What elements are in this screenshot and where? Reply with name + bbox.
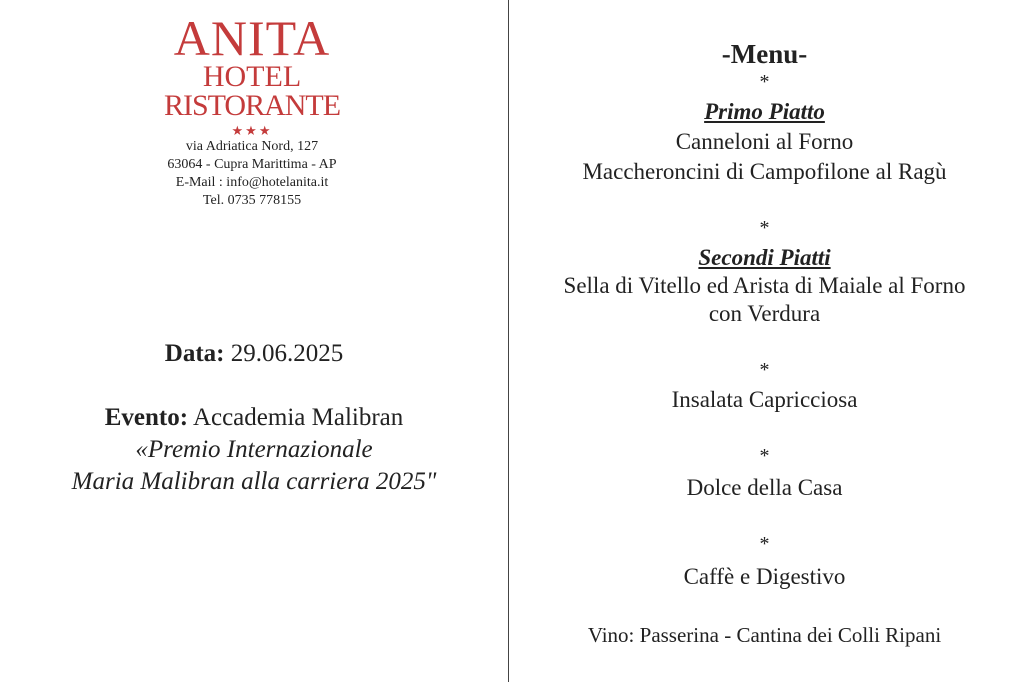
- separator-star: *: [759, 533, 770, 555]
- primo-item: Canneloni al Forno: [675, 129, 854, 154]
- left-panel: [0, 0, 508, 682]
- logo-stars: ★★★: [231, 123, 273, 138]
- hotel-logo: [160, 10, 344, 138]
- email-line: E-Mail : info@hotelanita.it: [175, 175, 329, 190]
- address-line: via Adriatica Nord, 127: [185, 139, 319, 154]
- separator-star: *: [759, 71, 770, 93]
- logo-name: ANITA: [173, 10, 331, 66]
- city-line: 63064 - Cupra Marittima - AP: [167, 157, 337, 172]
- logo-hotel: HOTEL: [202, 60, 302, 93]
- award-line-1: «Premio Internazionale: [135, 436, 373, 463]
- menu-title: -Menu-: [721, 39, 808, 69]
- event-label: Evento:: [104, 404, 189, 431]
- event-value: Accademia Malibran: [192, 404, 404, 431]
- primo-item: Maccheroncini di Campofilone al Ragù: [582, 159, 947, 184]
- secondi-item: con Verdura: [708, 301, 821, 326]
- logo-ristorante: RISTORANTE: [163, 89, 341, 122]
- date-value: 29.06.2025: [230, 340, 344, 367]
- primo-heading: Primo Piatto: [704, 99, 825, 124]
- menu-panel: [509, 0, 1020, 682]
- date-label: Data:: [164, 340, 225, 367]
- insalata-item: Insalata Capricciosa: [671, 387, 858, 412]
- phone-line: Tel. 0735 778155: [202, 193, 302, 208]
- event-name: [0, 402, 508, 434]
- secondi-heading: Secondi Piatti: [698, 245, 831, 270]
- award-line-2: Maria Malibran alla carriera 2025": [71, 468, 437, 495]
- separator-star: *: [759, 217, 770, 239]
- separator-star: *: [759, 359, 770, 381]
- caffe-item: Caffè e Digestivo: [683, 564, 846, 589]
- wine-line: Vino: Passerina - Cantina dei Colli Ripani: [587, 623, 942, 647]
- separator-star: *: [759, 445, 770, 467]
- event-date: [0, 338, 508, 370]
- dolce-item: Dolce della Casa: [686, 475, 843, 500]
- secondi-item: Sella di Vitello ed Arista di Maiale al Forno: [563, 273, 966, 298]
